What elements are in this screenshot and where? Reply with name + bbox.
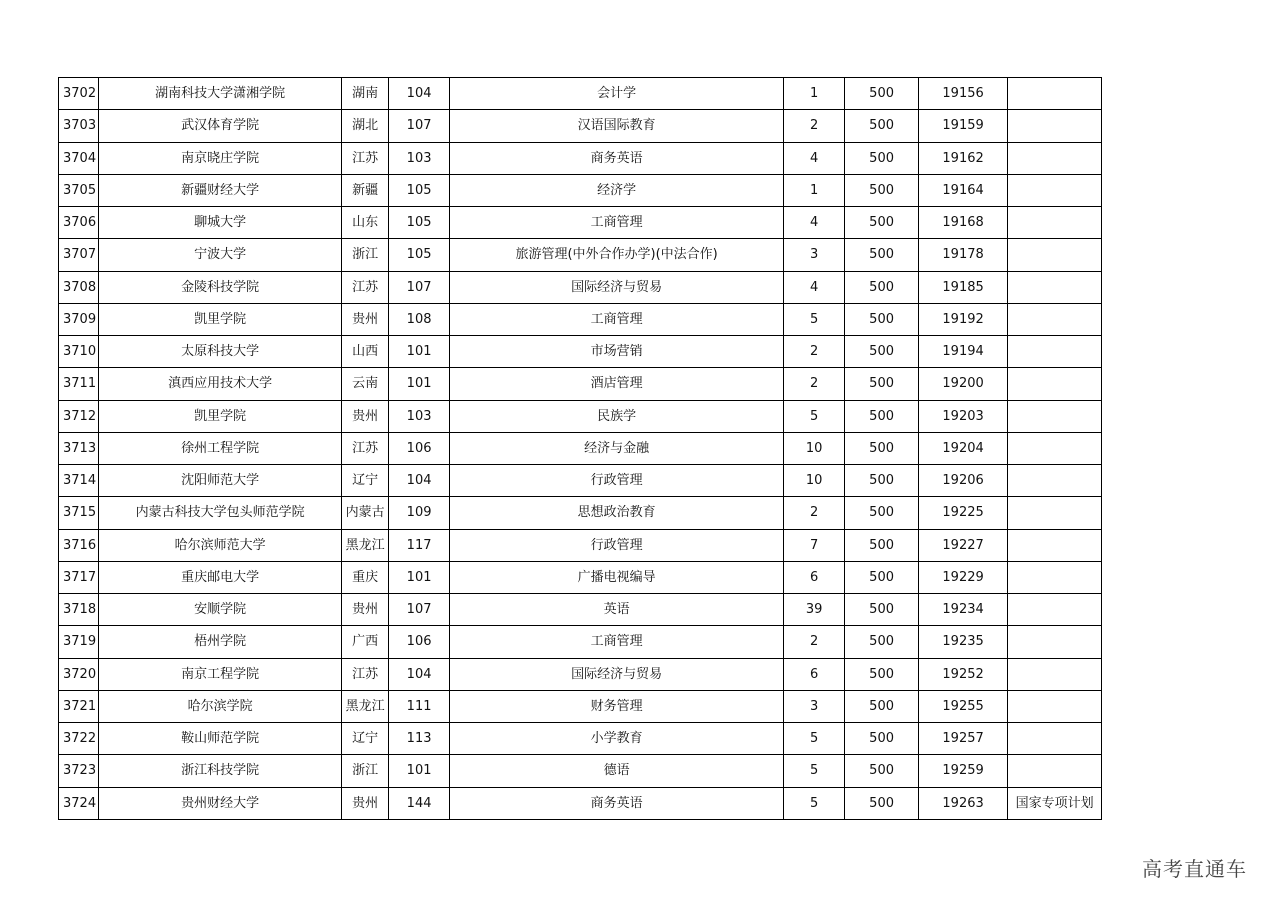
major-cell: 工商管理 <box>450 207 784 239</box>
rank-cell: 19200 <box>919 368 1008 400</box>
admission-table <box>58 77 1102 820</box>
score-cell: 500 <box>845 174 919 206</box>
major-cell: 英语 <box>450 594 784 626</box>
score-cell: 500 <box>845 110 919 142</box>
score-cell: 500 <box>845 787 919 819</box>
code-cell: 107 <box>389 110 450 142</box>
table-row <box>59 110 1102 142</box>
province-cell: 重庆 <box>342 561 389 593</box>
table-row <box>59 755 1102 787</box>
plan-count-cell: 2 <box>784 626 845 658</box>
table-row <box>59 368 1102 400</box>
code-cell: 105 <box>389 207 450 239</box>
school-name-cell: 南京工程学院 <box>99 658 342 690</box>
province-cell: 辽宁 <box>342 465 389 497</box>
code-cell: 101 <box>389 561 450 593</box>
score-cell: 500 <box>845 561 919 593</box>
note-cell <box>1008 368 1102 400</box>
code-cell: 111 <box>389 690 450 722</box>
code-cell: 105 <box>389 174 450 206</box>
note-cell <box>1008 239 1102 271</box>
code-cell: 108 <box>389 303 450 335</box>
school-name-cell: 浙江科技学院 <box>99 755 342 787</box>
table-row <box>59 529 1102 561</box>
rank-cell: 19178 <box>919 239 1008 271</box>
major-cell: 国际经济与贸易 <box>450 658 784 690</box>
plan-count-cell: 5 <box>784 400 845 432</box>
score-cell: 500 <box>845 303 919 335</box>
major-cell: 旅游管理(中外合作办学)(中法合作) <box>450 239 784 271</box>
code-cell: 104 <box>389 78 450 110</box>
note-cell <box>1008 594 1102 626</box>
score-cell: 500 <box>845 432 919 464</box>
rank-cell: 19168 <box>919 207 1008 239</box>
score-cell: 500 <box>845 626 919 658</box>
plan-count-cell: 3 <box>784 239 845 271</box>
major-cell: 酒店管理 <box>450 368 784 400</box>
seq-cell: 3711 <box>59 368 99 400</box>
note-cell <box>1008 658 1102 690</box>
rank-cell: 19259 <box>919 755 1008 787</box>
school-name-cell: 徐州工程学院 <box>99 432 342 464</box>
seq-cell: 3713 <box>59 432 99 464</box>
note-cell <box>1008 497 1102 529</box>
score-cell: 500 <box>845 207 919 239</box>
code-cell: 103 <box>389 400 450 432</box>
province-cell: 贵州 <box>342 594 389 626</box>
plan-count-cell: 4 <box>784 142 845 174</box>
plan-count-cell: 5 <box>784 303 845 335</box>
school-name-cell: 金陵科技学院 <box>99 271 342 303</box>
score-cell: 500 <box>845 723 919 755</box>
plan-count-cell: 2 <box>784 336 845 368</box>
seq-cell: 3715 <box>59 497 99 529</box>
table-row <box>59 239 1102 271</box>
code-cell: 106 <box>389 626 450 658</box>
major-cell: 经济与金融 <box>450 432 784 464</box>
rank-cell: 19263 <box>919 787 1008 819</box>
seq-cell: 3706 <box>59 207 99 239</box>
code-cell: 113 <box>389 723 450 755</box>
table-body <box>59 78 1102 820</box>
major-cell: 财务管理 <box>450 690 784 722</box>
note-cell <box>1008 110 1102 142</box>
school-name-cell: 沈阳师范大学 <box>99 465 342 497</box>
school-name-cell: 宁波大学 <box>99 239 342 271</box>
score-cell: 500 <box>845 271 919 303</box>
province-cell: 江苏 <box>342 271 389 303</box>
rank-cell: 19194 <box>919 336 1008 368</box>
code-cell: 104 <box>389 465 450 497</box>
school-name-cell: 武汉体育学院 <box>99 110 342 142</box>
table-row <box>59 787 1102 819</box>
major-cell: 德语 <box>450 755 784 787</box>
score-cell: 500 <box>845 78 919 110</box>
plan-count-cell: 6 <box>784 658 845 690</box>
code-cell: 104 <box>389 658 450 690</box>
rank-cell: 19203 <box>919 400 1008 432</box>
major-cell: 汉语国际教育 <box>450 110 784 142</box>
school-name-cell: 凯里学院 <box>99 303 342 335</box>
table-row <box>59 207 1102 239</box>
note-cell: 国家专项计划 <box>1008 787 1102 819</box>
province-cell: 江苏 <box>342 432 389 464</box>
plan-count-cell: 2 <box>784 368 845 400</box>
note-cell <box>1008 207 1102 239</box>
rank-cell: 19164 <box>919 174 1008 206</box>
province-cell: 黑龙江 <box>342 690 389 722</box>
school-name-cell: 贵州财经大学 <box>99 787 342 819</box>
seq-cell: 3704 <box>59 142 99 174</box>
table-row <box>59 303 1102 335</box>
major-cell: 工商管理 <box>450 303 784 335</box>
note-cell <box>1008 561 1102 593</box>
note-cell <box>1008 755 1102 787</box>
code-cell: 107 <box>389 271 450 303</box>
school-name-cell: 鞍山师范学院 <box>99 723 342 755</box>
rank-cell: 19156 <box>919 78 1008 110</box>
note-cell <box>1008 400 1102 432</box>
province-cell: 贵州 <box>342 787 389 819</box>
school-name-cell: 新疆财经大学 <box>99 174 342 206</box>
school-name-cell: 凯里学院 <box>99 400 342 432</box>
plan-count-cell: 5 <box>784 723 845 755</box>
province-cell: 辽宁 <box>342 723 389 755</box>
school-name-cell: 内蒙古科技大学包头师范学院 <box>99 497 342 529</box>
code-cell: 144 <box>389 787 450 819</box>
seq-cell: 3709 <box>59 303 99 335</box>
school-name-cell: 南京晓庄学院 <box>99 142 342 174</box>
score-cell: 500 <box>845 239 919 271</box>
code-cell: 117 <box>389 529 450 561</box>
table-row <box>59 465 1102 497</box>
seq-cell: 3720 <box>59 658 99 690</box>
note-cell <box>1008 690 1102 722</box>
code-cell: 107 <box>389 594 450 626</box>
school-name-cell: 滇西应用技术大学 <box>99 368 342 400</box>
rank-cell: 19229 <box>919 561 1008 593</box>
score-cell: 500 <box>845 755 919 787</box>
note-cell <box>1008 432 1102 464</box>
plan-count-cell: 3 <box>784 690 845 722</box>
code-cell: 101 <box>389 755 450 787</box>
province-cell: 广西 <box>342 626 389 658</box>
table-row <box>59 723 1102 755</box>
seq-cell: 3721 <box>59 690 99 722</box>
note-cell <box>1008 465 1102 497</box>
school-name-cell: 聊城大学 <box>99 207 342 239</box>
note-cell <box>1008 529 1102 561</box>
score-cell: 500 <box>845 368 919 400</box>
plan-count-cell: 4 <box>784 271 845 303</box>
province-cell: 浙江 <box>342 239 389 271</box>
major-cell: 经济学 <box>450 174 784 206</box>
plan-count-cell: 6 <box>784 561 845 593</box>
note-cell <box>1008 303 1102 335</box>
seq-cell: 3722 <box>59 723 99 755</box>
note-cell <box>1008 78 1102 110</box>
note-cell <box>1008 174 1102 206</box>
rank-cell: 19235 <box>919 626 1008 658</box>
school-name-cell: 太原科技大学 <box>99 336 342 368</box>
score-cell: 500 <box>845 336 919 368</box>
rank-cell: 19234 <box>919 594 1008 626</box>
note-cell <box>1008 142 1102 174</box>
code-cell: 101 <box>389 336 450 368</box>
table-row <box>59 336 1102 368</box>
table-row <box>59 78 1102 110</box>
seq-cell: 3723 <box>59 755 99 787</box>
table-row <box>59 658 1102 690</box>
table-row <box>59 497 1102 529</box>
major-cell: 思想政治教育 <box>450 497 784 529</box>
seq-cell: 3717 <box>59 561 99 593</box>
province-cell: 湖南 <box>342 78 389 110</box>
rank-cell: 19206 <box>919 465 1008 497</box>
major-cell: 广播电视编导 <box>450 561 784 593</box>
seq-cell: 3705 <box>59 174 99 206</box>
seq-cell: 3702 <box>59 78 99 110</box>
major-cell: 会计学 <box>450 78 784 110</box>
school-name-cell: 梧州学院 <box>99 626 342 658</box>
seq-cell: 3718 <box>59 594 99 626</box>
note-cell <box>1008 336 1102 368</box>
note-cell <box>1008 723 1102 755</box>
province-cell: 湖北 <box>342 110 389 142</box>
seq-cell: 3707 <box>59 239 99 271</box>
plan-count-cell: 1 <box>784 174 845 206</box>
plan-count-cell: 4 <box>784 207 845 239</box>
rank-cell: 19159 <box>919 110 1008 142</box>
plan-count-cell: 5 <box>784 755 845 787</box>
rank-cell: 19185 <box>919 271 1008 303</box>
score-cell: 500 <box>845 400 919 432</box>
province-cell: 江苏 <box>342 658 389 690</box>
major-cell: 商务英语 <box>450 787 784 819</box>
province-cell: 黑龙江 <box>342 529 389 561</box>
score-cell: 500 <box>845 658 919 690</box>
major-cell: 商务英语 <box>450 142 784 174</box>
rank-cell: 19204 <box>919 432 1008 464</box>
note-cell <box>1008 626 1102 658</box>
seq-cell: 3716 <box>59 529 99 561</box>
table-row <box>59 271 1102 303</box>
seq-cell: 3724 <box>59 787 99 819</box>
plan-count-cell: 39 <box>784 594 845 626</box>
table-row <box>59 690 1102 722</box>
code-cell: 106 <box>389 432 450 464</box>
plan-count-cell: 1 <box>784 78 845 110</box>
province-cell: 浙江 <box>342 755 389 787</box>
plan-count-cell: 7 <box>784 529 845 561</box>
seq-cell: 3708 <box>59 271 99 303</box>
table-row <box>59 561 1102 593</box>
table-row <box>59 594 1102 626</box>
note-cell <box>1008 271 1102 303</box>
rank-cell: 19225 <box>919 497 1008 529</box>
code-cell: 105 <box>389 239 450 271</box>
province-cell: 贵州 <box>342 303 389 335</box>
code-cell: 109 <box>389 497 450 529</box>
rank-cell: 19257 <box>919 723 1008 755</box>
plan-count-cell: 2 <box>784 110 845 142</box>
rank-cell: 19255 <box>919 690 1008 722</box>
major-cell: 行政管理 <box>450 529 784 561</box>
province-cell: 山东 <box>342 207 389 239</box>
province-cell: 云南 <box>342 368 389 400</box>
school-name-cell: 哈尔滨学院 <box>99 690 342 722</box>
major-cell: 民族学 <box>450 400 784 432</box>
rank-cell: 19192 <box>919 303 1008 335</box>
seq-cell: 3719 <box>59 626 99 658</box>
table-row <box>59 142 1102 174</box>
province-cell: 内蒙古 <box>342 497 389 529</box>
plan-count-cell: 5 <box>784 787 845 819</box>
seq-cell: 3714 <box>59 465 99 497</box>
major-cell: 市场营销 <box>450 336 784 368</box>
seq-cell: 3710 <box>59 336 99 368</box>
major-cell: 行政管理 <box>450 465 784 497</box>
score-cell: 500 <box>845 465 919 497</box>
plan-count-cell: 2 <box>784 497 845 529</box>
score-cell: 500 <box>845 529 919 561</box>
score-cell: 500 <box>845 690 919 722</box>
province-cell: 山西 <box>342 336 389 368</box>
school-name-cell: 重庆邮电大学 <box>99 561 342 593</box>
major-cell: 小学教育 <box>450 723 784 755</box>
plan-count-cell: 10 <box>784 432 845 464</box>
seq-cell: 3712 <box>59 400 99 432</box>
score-cell: 500 <box>845 594 919 626</box>
rank-cell: 19227 <box>919 529 1008 561</box>
code-cell: 101 <box>389 368 450 400</box>
table-row <box>59 174 1102 206</box>
watermark-text: 高考直通车 <box>1142 857 1247 881</box>
plan-count-cell: 10 <box>784 465 845 497</box>
table-row <box>59 432 1102 464</box>
score-cell: 500 <box>845 497 919 529</box>
score-cell: 500 <box>845 142 919 174</box>
major-cell: 国际经济与贸易 <box>450 271 784 303</box>
school-name-cell: 哈尔滨师范大学 <box>99 529 342 561</box>
rank-cell: 19162 <box>919 142 1008 174</box>
table-row <box>59 626 1102 658</box>
school-name-cell: 安顺学院 <box>99 594 342 626</box>
rank-cell: 19252 <box>919 658 1008 690</box>
seq-cell: 3703 <box>59 110 99 142</box>
code-cell: 103 <box>389 142 450 174</box>
table-row <box>59 400 1102 432</box>
major-cell: 工商管理 <box>450 626 784 658</box>
school-name-cell: 湖南科技大学潇湘学院 <box>99 78 342 110</box>
province-cell: 贵州 <box>342 400 389 432</box>
province-cell: 新疆 <box>342 174 389 206</box>
province-cell: 江苏 <box>342 142 389 174</box>
